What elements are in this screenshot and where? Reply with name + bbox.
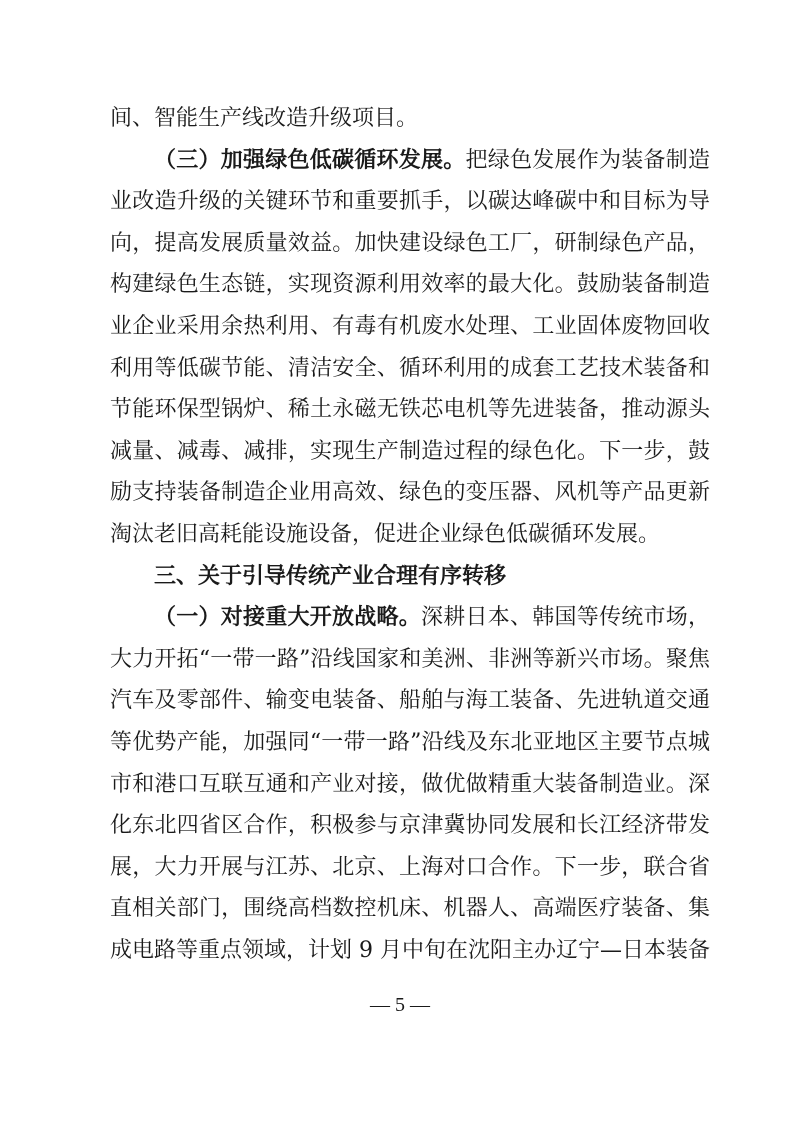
text-line bbox=[110, 680, 710, 722]
text-line bbox=[110, 722, 710, 764]
document-body bbox=[110, 98, 710, 971]
line-text: 等优势产能，加强同“一带一路”沿线及东北亚地区主要节点城 bbox=[110, 729, 710, 755]
line-text: 把绿色发展作为装备制造 bbox=[465, 147, 710, 173]
line-text: 直相关部门，围绕高档数控机床、机器人、高端医疗装备、集 bbox=[110, 896, 710, 922]
section-heading: 三、关于引导传统产业合理有序转移 bbox=[154, 563, 507, 589]
text-line bbox=[110, 930, 710, 972]
text-line bbox=[110, 389, 710, 431]
line-text: 减量、减毒、减排，实现生产制造过程的绿色化。下一步，鼓 bbox=[110, 438, 710, 464]
line-text: 间、智能生产线改造升级项目。 bbox=[110, 106, 419, 131]
line-text: 业改造升级的关键环节和重要抓手，以碳达峰碳中和目标为导 bbox=[110, 189, 710, 215]
line-text: 成电路等重点领域，计划 9 月中旬在沈阳主办辽宁—日本装备 bbox=[110, 937, 710, 963]
line-text: 化东北四省区合作，积极参与京津冀协同发展和长江经济带发 bbox=[110, 813, 710, 839]
line-text: 大力开拓“一带一路”沿线国家和美洲、非洲等新兴市场。聚焦 bbox=[110, 646, 710, 672]
line-text: 业企业采用余热利用、有毒有机废水处理、工业固体废物回收 bbox=[110, 313, 710, 339]
text-line bbox=[110, 472, 710, 514]
text-line bbox=[110, 98, 710, 140]
text-line bbox=[110, 223, 710, 265]
subsection-heading: （一）对接重大开放战略。 bbox=[154, 605, 421, 631]
text-line bbox=[110, 639, 710, 681]
text-line bbox=[110, 888, 710, 930]
text-line bbox=[110, 514, 710, 556]
text-line bbox=[110, 431, 710, 473]
text-line bbox=[110, 140, 710, 182]
page-number: — 5 — bbox=[370, 994, 430, 1016]
line-text: 展，大力开展与江苏、北京、上海对口合作。下一步，联合省 bbox=[110, 854, 710, 880]
line-text: 节能环保型锅炉、稀土永磁无铁芯电机等先进装备，推动源头 bbox=[110, 397, 710, 423]
text-line bbox=[110, 181, 710, 223]
text-line bbox=[110, 348, 710, 390]
text-line bbox=[110, 556, 710, 598]
line-text: 构建绿色生态链，实现资源利用效率的最大化。鼓励装备制造 bbox=[110, 272, 710, 298]
text-line bbox=[110, 264, 710, 306]
line-text: 市和港口互联互通和产业对接，做优做精重大装备制造业。深 bbox=[110, 771, 710, 797]
line-text: 励支持装备制造企业用高效、绿色的变压器、风机等产品更新 bbox=[110, 480, 710, 506]
subsection-heading: （三）加强绿色低碳循环发展。 bbox=[154, 147, 466, 173]
line-text: 深耕日本、韩国等传统市场， bbox=[421, 605, 710, 631]
line-text: 利用等低碳节能、清洁安全、循环利用的成套工艺技术装备和 bbox=[110, 355, 710, 381]
text-line bbox=[110, 764, 710, 806]
text-line bbox=[110, 597, 710, 639]
text-line bbox=[110, 805, 710, 847]
text-line bbox=[110, 306, 710, 348]
line-text: 向，提高发展质量效益。加快建设绿色工厂，研制绿色产品， bbox=[110, 230, 710, 256]
line-text: 汽车及零部件、输变电装备、船舶与海工装备、先进轨道交通 bbox=[110, 688, 710, 714]
text-line bbox=[110, 847, 710, 889]
line-text: 淘汰老旧高耗能设施设备，促进企业绿色低碳循环发展。 bbox=[110, 521, 661, 547]
